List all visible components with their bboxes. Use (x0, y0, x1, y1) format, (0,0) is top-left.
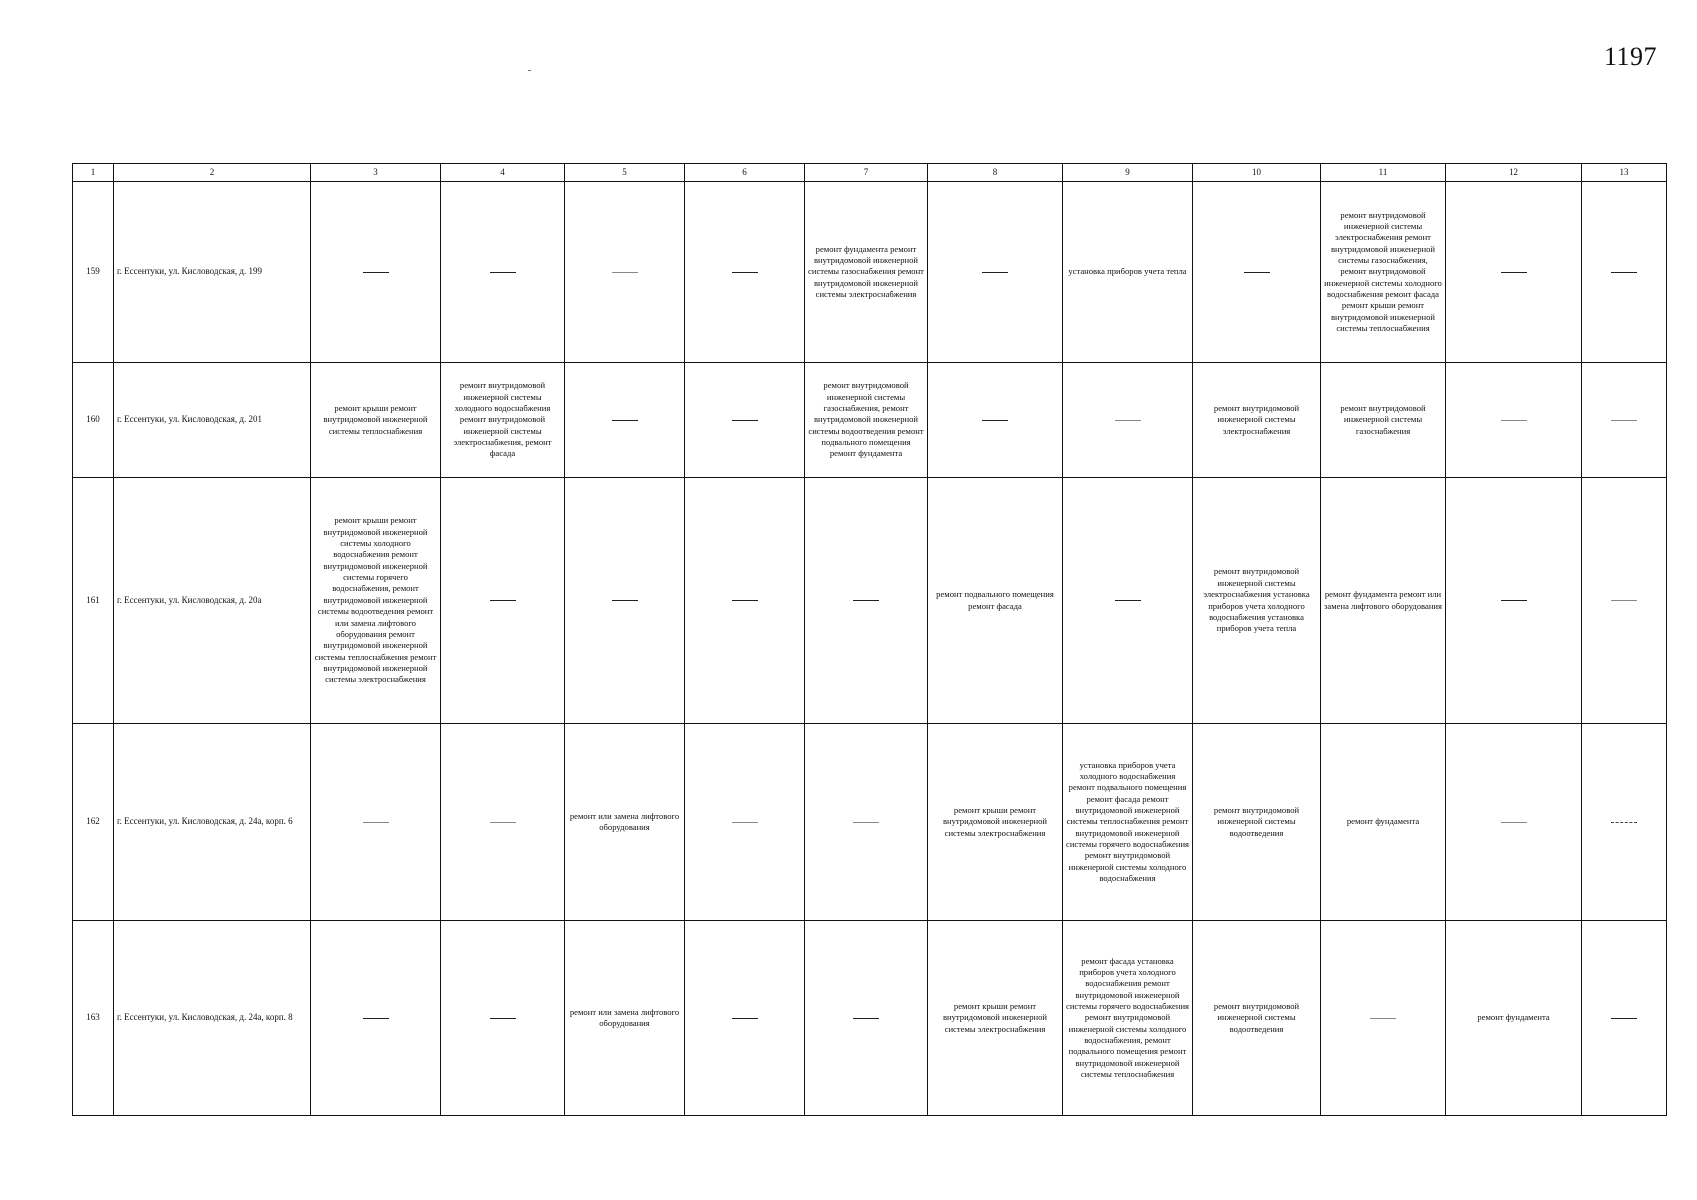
work-cell: ремонт внутридомовой инженерной системы газоснабжения, ремонт внутридомовой инженерной системы водоотведения ремонт подвального помещения ремонт фундамента (805, 363, 928, 478)
empty-cell (565, 182, 685, 363)
work-cell: ремонт внутридомовой инженерной системы газоснабжения (1321, 363, 1446, 478)
address-cell: г. Ессентуки, ул. Кисловодская, д. 24а, корп. 6 (114, 724, 311, 921)
column-header: 8 (928, 164, 1063, 182)
address-cell: г. Ессентуки, ул. Кисловодская, д. 24а, корп. 8 (114, 921, 311, 1116)
column-header: 4 (441, 164, 565, 182)
work-cell: ремонт крыши ремонт внутридомовой инженерной системы электроснабжения (928, 921, 1063, 1116)
empty-cell (805, 921, 928, 1116)
empty-cell (805, 478, 928, 724)
address-cell: г. Ессентуки, ул. Кисловодская, д. 201 (114, 363, 311, 478)
empty-cell (685, 921, 805, 1116)
work-cell: ремонт фундамента (1446, 921, 1582, 1116)
dash-mark (612, 272, 638, 273)
work-cell: ремонт или замена лифтового оборудования (565, 724, 685, 921)
scan-speck (528, 70, 531, 71)
empty-cell (441, 921, 565, 1116)
empty-cell (565, 478, 685, 724)
empty-cell (1446, 363, 1582, 478)
dash-mark (363, 822, 389, 823)
empty-cell (1321, 921, 1446, 1116)
dash-mark (1611, 1018, 1637, 1019)
table-row (73, 182, 1667, 363)
work-cell: ремонт фундамента ремонт внутридомовой инженерной системы газоснабжения ремонт внутридомовой инженерной системы электроснабжения (805, 182, 928, 363)
work-cell: установка приборов учета тепла (1063, 182, 1193, 363)
table-row (73, 363, 1667, 478)
row-number: 162 (73, 724, 114, 921)
dash-mark (853, 822, 879, 823)
dash-mark (732, 1018, 758, 1019)
table-row (73, 478, 1667, 724)
dash-mark (982, 272, 1008, 273)
dash-mark (853, 600, 879, 601)
dash-mark (1501, 420, 1527, 421)
empty-cell (311, 921, 441, 1116)
dash-mark (1501, 272, 1527, 273)
dash-mark (363, 272, 389, 273)
dash-mark (1244, 272, 1270, 273)
row-number: 161 (73, 478, 114, 724)
dash-mark (363, 1018, 389, 1019)
empty-cell (805, 724, 928, 921)
empty-cell (685, 478, 805, 724)
empty-cell (311, 182, 441, 363)
column-header: 10 (1193, 164, 1321, 182)
address-cell: г. Ессентуки, ул. Кисловодская, д. 199 (114, 182, 311, 363)
empty-cell (1582, 724, 1667, 921)
work-cell: ремонт внутридомовой инженерной системы электроснабжения установка приборов учета холодного водоснабжения установка приборов учета тепла (1193, 478, 1321, 724)
table-row (73, 724, 1667, 921)
dash-mark (732, 822, 758, 823)
dash-mark (1501, 600, 1527, 601)
empty-cell (565, 363, 685, 478)
empty-cell (1582, 363, 1667, 478)
work-cell: ремонт внутридомовой инженерной системы холодного водоснабжения ремонт внутридомовой инженерной системы электроснабжения, ремонт фасада (441, 363, 565, 478)
column-header: 1 (73, 164, 114, 182)
column-header: 13 (1582, 164, 1667, 182)
dash-mark (1611, 600, 1637, 601)
row-number: 160 (73, 363, 114, 478)
work-cell: ремонт подвального помещения ремонт фасада (928, 478, 1063, 724)
empty-cell (928, 182, 1063, 363)
empty-cell (1582, 182, 1667, 363)
empty-cell (1446, 182, 1582, 363)
dash-mark (1611, 272, 1637, 273)
work-cell: ремонт крыши ремонт внутридомовой инженерной системы электроснабжения (928, 724, 1063, 921)
empty-cell (1193, 182, 1321, 363)
dash-mark (490, 1018, 516, 1019)
dash-mark (1501, 822, 1527, 823)
work-cell: ремонт крыши ремонт внутридомовой инженерной системы теплоснабжения (311, 363, 441, 478)
repair-schedule-table (72, 163, 1667, 1116)
dash-mark (490, 600, 516, 601)
work-cell: ремонт или замена лифтового оборудования (565, 921, 685, 1116)
empty-cell (685, 363, 805, 478)
dash-mark (1611, 420, 1637, 421)
table-row (73, 921, 1667, 1116)
empty-cell (311, 724, 441, 921)
column-header: 2 (114, 164, 311, 182)
empty-cell (441, 182, 565, 363)
column-header: 6 (685, 164, 805, 182)
column-header: 7 (805, 164, 928, 182)
work-cell: ремонт внутридомовой инженерной системы водоотведения (1193, 724, 1321, 921)
work-cell: ремонт крыши ремонт внутридомовой инженерной системы холодного водоснабжения ремонт внутридомовой инженерной системы горячего водоснабжения, ремонт внутридомовой инженерной системы водоотведения ремонт или замена лифтового оборудования ремонт внутридомовой инженерной системы теплоснабжения ремонт внутридомовой инженерной системы электроснабжения (311, 478, 441, 724)
work-cell: ремонт внутридомовой инженерной системы электроснабжения ремонт внутридомовой инженерной системы газоснабжения, ремонт внутридомовой инженерной системы холодного водоснабжения ремонт фасада ремонт крыши ремонт внутридомовой инженерной системы теплоснабжения (1321, 182, 1446, 363)
address-cell: г. Ессентуки, ул. Кисловодская, д. 20а (114, 478, 311, 724)
work-cell: установка приборов учета холодного водоснабжения ремонт подвального помещения ремонт фасада ремонт внутридомовой инженерной системы теплоснабжения ремонт внутридомовой инженерной системы горячего водоснабжения ремонт внутридомовой инженерной системы холодного водоснабжения (1063, 724, 1193, 921)
dash-mark (853, 1018, 879, 1019)
page-number: 1197 (1603, 42, 1657, 71)
empty-cell (928, 363, 1063, 478)
empty-cell (1446, 724, 1582, 921)
column-header: 11 (1321, 164, 1446, 182)
row-number: 159 (73, 182, 114, 363)
dash-mark (612, 420, 638, 421)
empty-cell (1063, 363, 1193, 478)
empty-cell (1446, 478, 1582, 724)
dash-mark (1370, 1018, 1396, 1019)
dash-mark (1115, 600, 1141, 601)
column-header: 9 (1063, 164, 1193, 182)
column-header: 5 (565, 164, 685, 182)
empty-cell (685, 724, 805, 921)
work-cell: ремонт фундамента (1321, 724, 1446, 921)
empty-cell (1582, 921, 1667, 1116)
header-row (73, 164, 1667, 182)
dash-mark (490, 272, 516, 273)
work-cell: ремонт внутридомовой инженерной системы водоотведения (1193, 921, 1321, 1116)
empty-cell (1063, 478, 1193, 724)
empty-cell (1582, 478, 1667, 724)
empty-cell (441, 724, 565, 921)
dash-mark (490, 822, 516, 823)
work-cell: ремонт внутридомовой инженерной системы электроснабжения (1193, 363, 1321, 478)
work-cell: ремонт фасада установка приборов учета холодного водоснабжения ремонт внутридомовой инженерной системы горячего водоснабжения ремонт внутридомовой инженерной системы холодного водоснабжения, ремонт подвального помещения ремонт внутридомовой инженерной системы теплоснабжения (1063, 921, 1193, 1116)
work-cell: ремонт фундамента ремонт или замена лифтового оборудования (1321, 478, 1446, 724)
column-header: 3 (311, 164, 441, 182)
dash-mark (732, 600, 758, 601)
dash-mark (982, 420, 1008, 421)
dash-mark (732, 420, 758, 421)
dash-mark (732, 272, 758, 273)
dash-mark (1611, 822, 1637, 823)
row-number: 163 (73, 921, 114, 1116)
empty-cell (685, 182, 805, 363)
dash-mark (612, 600, 638, 601)
column-header: 12 (1446, 164, 1582, 182)
empty-cell (441, 478, 565, 724)
dash-mark (1115, 420, 1141, 421)
